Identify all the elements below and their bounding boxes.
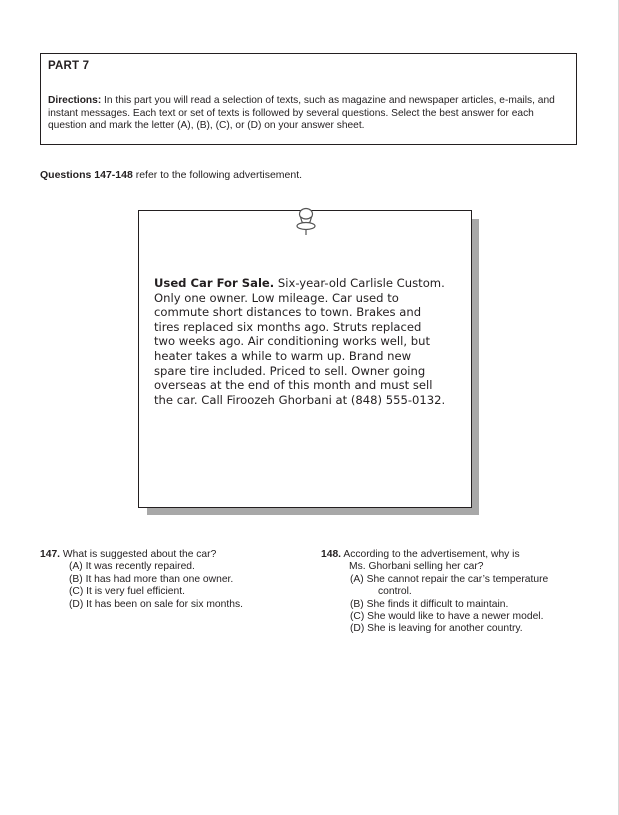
ad-line: Only one owner. Low mileage. Car used to: [154, 290, 399, 305]
answer-option[interactable]: (D) It has been on sale for six months.: [69, 598, 243, 610]
answer-option[interactable]: (A) She cannot repair the car’s temperature: [350, 573, 549, 585]
directions-label: Directions:: [48, 95, 102, 106]
ad-line: overseas at the end of this month and must sell: [154, 378, 433, 393]
advertisement-text: [154, 276, 464, 407]
ad-line: heater takes a while to warm up. Brand new: [154, 348, 412, 363]
answer-option[interactable]: (B) She finds it difficult to maintain.: [350, 598, 509, 610]
ad-line: two weeks ago. Air conditioning works well, but: [154, 334, 431, 349]
answer-option[interactable]: (D) She is leaving for another country.: [350, 623, 523, 635]
answer-option-continued[interactable]: control.: [378, 586, 412, 598]
question-147: [40, 549, 300, 611]
directions-text: In this part you will read a selection of texts, such as magazine and newspaper articles, e-mails, and instant messages. Each text or set of texts is followed by several questions. Select the best answer for each question and mark the letter (A), (B), (C), or (D) on your answer sheet.: [48, 95, 555, 132]
questions-range-label: Questions 147-148: [40, 169, 133, 181]
ad-line: Six-year-old Carlisle Custom.: [274, 276, 445, 290]
answer-option[interactable]: (A) It was recently repaired.: [69, 561, 195, 573]
answer-option[interactable]: (C) She would like to have a newer model.: [350, 611, 544, 623]
answer-option[interactable]: (B) It has had more than one owner.: [69, 573, 234, 585]
question-number: 148.: [321, 549, 342, 560]
pushpin-icon: [293, 205, 319, 237]
ad-line: commute short distances to town. Brakes and: [154, 305, 422, 320]
ad-line: spare tire included. Priced to sell. Owner going: [154, 363, 426, 378]
answer-option[interactable]: (C) It is very fuel efficient.: [69, 586, 185, 598]
ad-headline: Used Car For Sale.: [154, 276, 275, 290]
questions-reference-text: refer to the following advertisement.: [132, 169, 303, 181]
part-instructions-box: [40, 53, 577, 145]
question-stem: According to the advertisement, why is: [341, 549, 520, 560]
question-stem-continued: Ms. Ghorbani selling her car?: [349, 561, 484, 573]
part-title: PART 7: [48, 60, 90, 72]
ad-line: the car. Call Firoozeh Ghorbani at (848) 555-0132.: [154, 392, 446, 407]
questions-reference: [40, 169, 302, 181]
question-stem: What is suggested about the car?: [60, 549, 217, 560]
directions-paragraph: [48, 95, 568, 133]
question-number: 147.: [40, 549, 61, 560]
question-148: [321, 549, 591, 636]
ad-line: tires replaced six months ago. Struts replaced: [154, 319, 422, 334]
